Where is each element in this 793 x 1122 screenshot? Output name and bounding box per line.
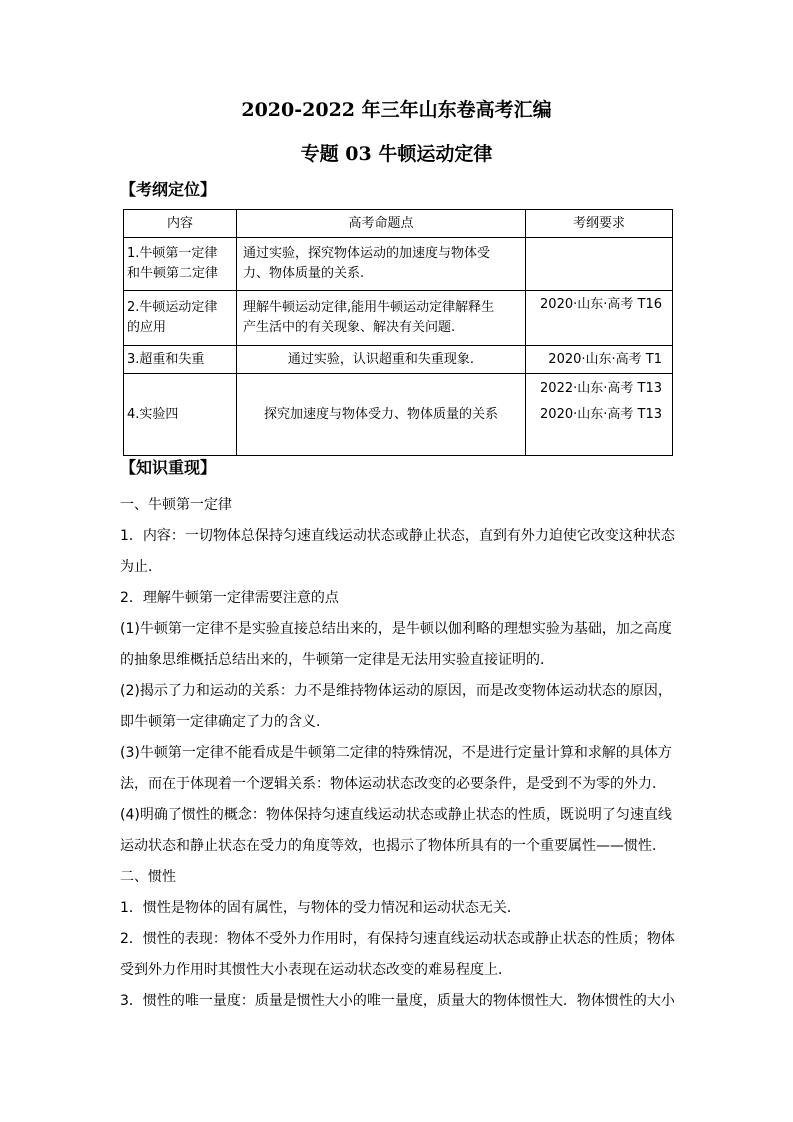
text-line: 一、牛顿第一定律 [120,497,232,513]
cell-line: 2020·山东·高考 T16 [540,297,662,312]
table-header-cell: 考纲要求 [526,210,673,238]
table-cell-point [237,291,526,346]
cell-line: 2.牛顿运动定律 [127,300,218,315]
section-heading-outline: 【考纲定位】 [120,180,217,199]
table-cell-requirement [526,291,673,346]
cell-line: 2020·山东·高考 T13 [540,407,662,422]
cell-line: 的应用 [127,320,167,335]
table-row [124,238,673,291]
document-title: 2020-2022 年三年山东卷高考汇编 [241,99,552,121]
text-line: 的抽象思维概括总结出来的，牛顿第一定律是无法用实验直接证明的． [120,652,554,668]
section-heading-knowledge: 【知识重现】 [120,458,217,477]
table-cell-point [237,374,526,456]
table-cell-content [124,238,237,291]
table-cell-requirement [526,346,673,374]
table-cell-content [124,346,237,374]
table-cell-point [237,238,526,291]
table-header-row [124,210,673,238]
cell-line: 通过实验，探究物体运动的加速度与物体受 [243,246,491,261]
text-line: 2．惯性的表现：物体不受外力作用时，有保持匀速直线运动状态或静止状态的性质；物体 [120,931,675,947]
table-row [124,291,673,346]
cell-line: 1.牛顿第一定律 [127,246,218,261]
cell-line: 4.实验四 [127,406,179,422]
table-cell-content [124,291,237,346]
cell-line: 通过实验，认识超重和失重现象. [287,351,475,367]
table-row [124,374,673,456]
cell-line: 2020·山东·高考 T1 [548,351,662,367]
requirements-table [123,209,673,456]
cell-line: 和牛顿第二定律 [127,266,219,281]
cell-line: 探究加速度与物体受力、物体质量的关系 [263,406,498,422]
text-line: 法，而在于体现着一个逻辑关系：物体运动状态改变的必要条件，是受到不为零的外力． [120,776,666,792]
table-header-cell: 内容 [124,210,237,238]
text-line: (1)牛顿第一定律不是实验直接总结出来的，是牛顿以伽利略的理想实验为基础，加之高度 [120,621,672,637]
text-line: 3．惯性的唯一量度：质量是惯性大小的唯一量度，质量大的物体惯性大．物体惯性的大小 [120,993,675,1009]
table-header-cell: 高考命题点 [237,210,526,238]
cell-line: 3.超重和失重 [127,351,205,367]
table-cell-content [124,374,237,456]
table-row [124,346,673,374]
cell-line: 理解牛顿运动定律,能用牛顿运动定律解释生 [243,300,495,315]
text-line: (4)明确了惯性的概念：物体保持匀速直线运动状态或静止状态的性质，既说明了匀速直线 [120,807,672,823]
cell-line: 2022·山东·高考 T13 [540,381,662,396]
text-line: 为止． [120,559,162,575]
text-line: 受到外力作用时其惯性大小表现在运动状态改变的难易程度上． [120,962,512,978]
cell-line: 力、物体质量的关系. [243,266,365,281]
text-line: 二、惯性 [120,869,176,885]
text-line: (3)牛顿第一定律不能看成是牛顿第二定律的特殊情况，不是进行定量计算和求解的具体方 [120,745,672,761]
text-line: (2)揭示了力和运动的关系：力不是维持物体运动的原因，而是改变物体运动状态的原因， [120,683,672,699]
document-subtitle: 专题 03 牛顿运动定律 [300,143,493,165]
text-line: 即牛顿第一定律确定了力的含义． [120,714,330,730]
table-cell-requirement [526,374,673,456]
text-line: 1．内容：一切物体总保持匀速直线运动状态或静止状态，直到有外力迫使它改变这种状态 [120,528,675,544]
text-line: 运动状态和静止状态在受力的角度等效，也揭示了物体所具有的一个重要属性——惯性． [120,838,666,854]
text-line: 1．惯性是物体的固有属性，与物体的受力情况和运动状态无关． [120,900,521,916]
cell-line: 产生活中的有关现象、解决有关问题. [243,320,456,335]
table-cell-requirement [526,238,673,291]
text-line: 2．理解牛顿第一定律需要注意的点 [120,590,339,606]
table-cell-point [237,346,526,374]
